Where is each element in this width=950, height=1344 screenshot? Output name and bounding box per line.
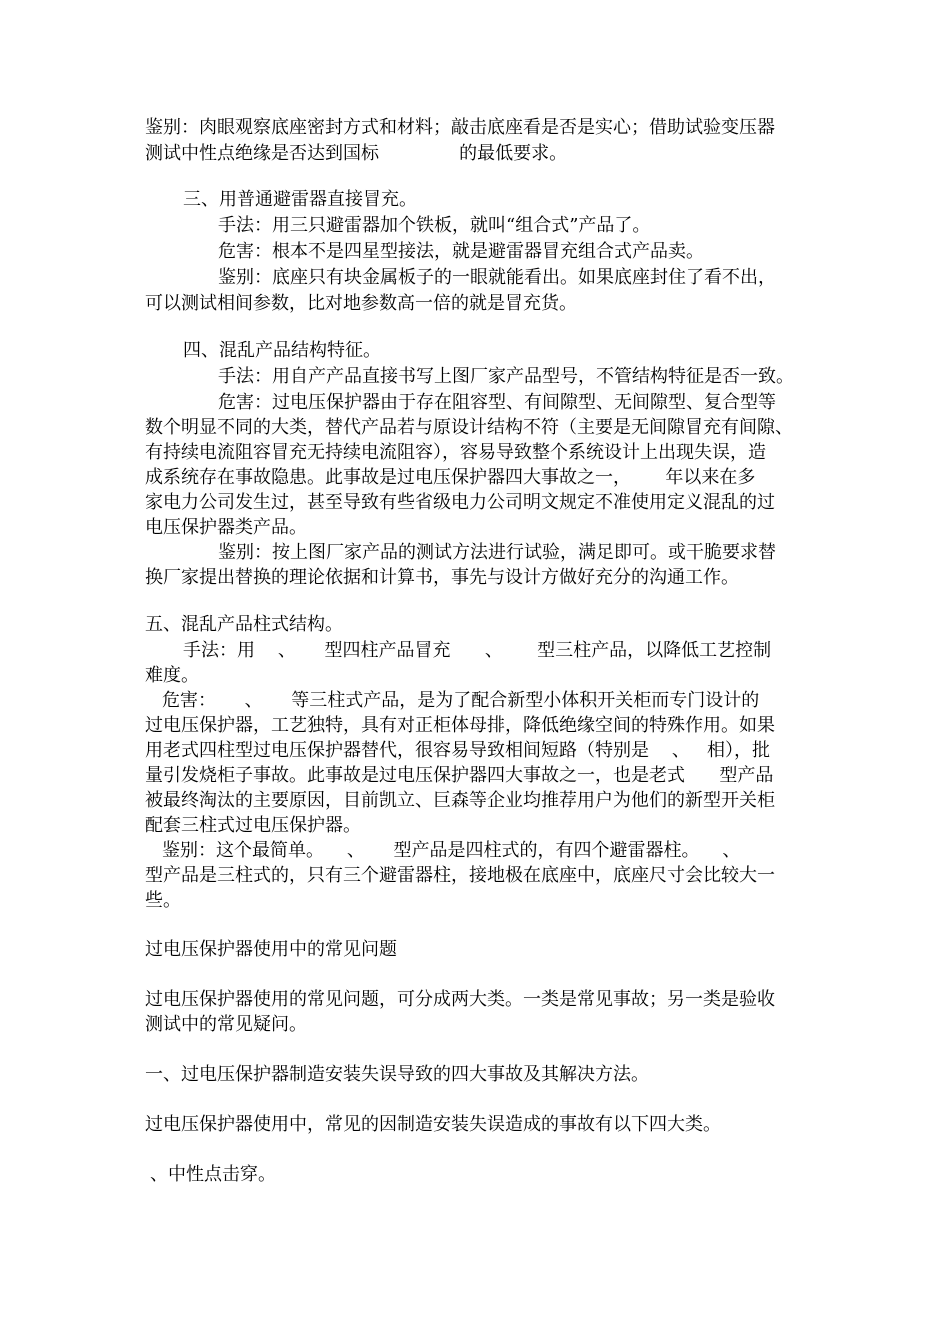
text-line: 被最终淘汰的主要原因，目前凯立、巨森等企业均推荐用户为他们的新型开关柜 [145, 790, 775, 811]
text-line: 危害：过电压保护器由于存在阻容型、有间隙型、无间隙型、复合型等 [218, 392, 776, 413]
text-line: 鉴别：按上图厂家产品的测试方法进行试验，满足即可。或干脆要求替 [218, 542, 776, 563]
text-line: 电压保护器类产品。 [145, 517, 307, 538]
text-line: 过电压保护器使用的常见问题，可分成两大类。一类是常见事故；另一类是验收 [145, 989, 775, 1010]
text-line: 成系统存在事故隐患。此事故是过电压保护器四大事故之一， 年以来在多 [145, 467, 756, 488]
text-line: 配套三柱式过电压保护器。 [145, 815, 361, 836]
text-line: 危害： 、 等三柱式产品，是为了配合新型小体积开关柜而专门设计的 [162, 690, 760, 711]
section-heading: 五、混乱产品柱式结构。 [145, 614, 343, 635]
text-line: 鉴别：这个最简单。 、 型产品是四柱式的，有四个避雷器柱。 、 [162, 840, 741, 861]
text-line: 过电压保护器使用中，常见的因制造安装失误造成的事故有以下四大类。 [145, 1114, 721, 1135]
section-heading: 三、用普通避雷器直接冒充。 [183, 189, 417, 210]
document-subtitle: 过电压保护器使用中的常见问题 [145, 939, 397, 960]
text-line: 可以测试相间参数，比对地参数高一倍的就是冒充货。 [145, 293, 577, 314]
text-line: 型产品是三柱式的，只有三个避雷器柱，接地极在底座中，底座尺寸会比较大一 [145, 865, 775, 886]
text-line: 鉴别：肉眼观察底座密封方式和材料；敲击底座看是否是实心；借助试验变压器 [145, 117, 775, 138]
text-line: 过电压保护器，工艺独特，具有对正柜体母排，降低绝缘空间的特殊作用。如果 [145, 715, 775, 736]
text-line: 鉴别：底座只有块金属板子的一眼就能看出。如果底座封住了看不出， [218, 267, 776, 288]
text-line: 测试中性点绝缘是否达到国标 的最低要求。 [145, 143, 568, 164]
text-line: 、中性点击穿。 [150, 1164, 276, 1185]
text-line: 家电力公司发生过，甚至导致有些省级电力公司明文规定不准使用定义混乱的过 [145, 492, 775, 513]
text-line: 手法：用三只避雷器加个铁板，就叫“组合式”产品了。 [218, 215, 651, 236]
text-line: 换厂家提出替换的理论依据和计算书，事先与设计方做好充分的沟通工作。 [145, 567, 739, 588]
text-line: 手法：用 、 型四柱产品冒充 、 型三柱产品，以降低工艺控制 [183, 640, 772, 661]
text-line: 些。 [145, 890, 181, 911]
text-line: 量引发烧柜子事故。此事故是过电压保护器四大事故之一，也是老式 型产品 [145, 765, 774, 786]
text-line: 手法：用自产产品直接书写上图厂家产品型号，不管结构特征是否一致。 [218, 366, 794, 387]
section-heading: 一、过电压保护器制造安装失误导致的四大事故及其解决方法。 [145, 1064, 649, 1085]
text-line: 测试中的常见疑问。 [145, 1014, 307, 1035]
text-line: 有持续电流阻容冒充无持续电流阻容），容易导致整个系统设计上出现失误，造 [145, 442, 766, 463]
text-line: 用老式四柱型过电压保护器替代，很容易导致相间短路（特别是 、 相），批 [145, 740, 771, 761]
text-line: 难度。 [145, 665, 199, 686]
text-line: 数个明显不同的大类，替代产品若与原设计结构不符（主要是无间隙冒充有间隙、 [145, 417, 793, 438]
text-line: 危害：根本不是四星型接法，就是避雷器冒充组合式产品卖。 [218, 241, 704, 262]
section-heading: 四、混乱产品结构特征。 [183, 340, 381, 361]
